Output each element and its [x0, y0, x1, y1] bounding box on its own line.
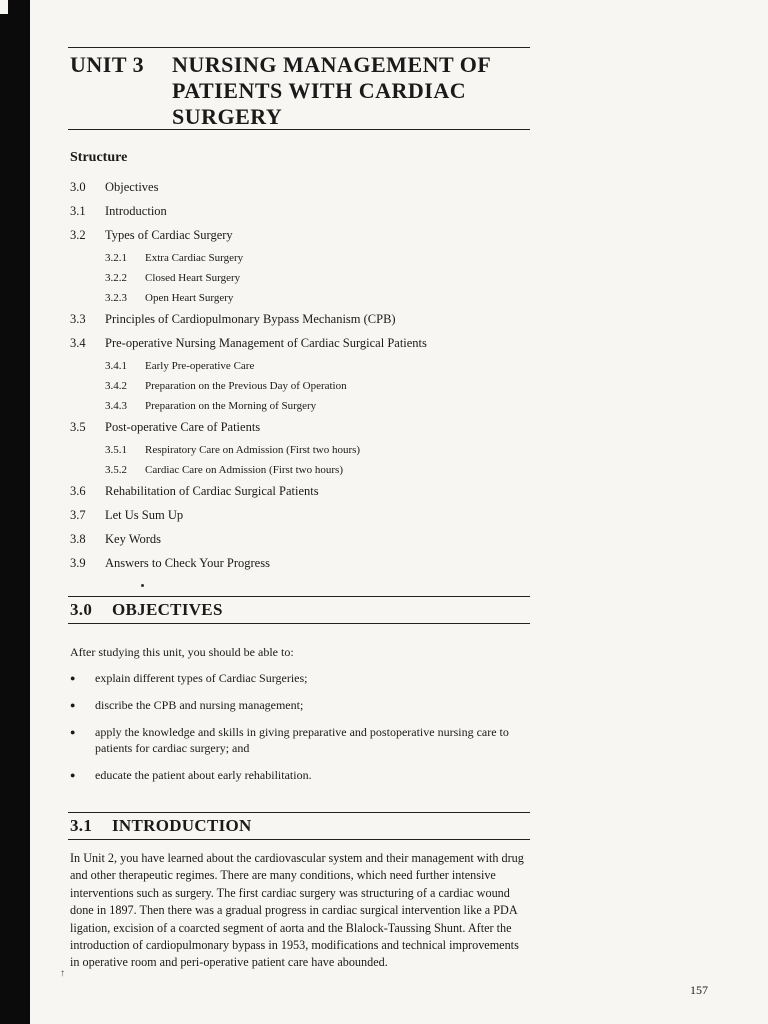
title-bottom-rule [68, 129, 530, 130]
toc-item-number: 3.5 [70, 420, 86, 434]
scan-edge-notch [0, 0, 8, 14]
toc-item-number: 3.8 [70, 532, 86, 546]
toc-item-label: Types of Cardiac Surgery [105, 228, 233, 242]
toc-item-number: 3.2 [70, 228, 86, 242]
toc-item [70, 202, 540, 226]
toc-item [70, 482, 540, 506]
toc-subitem [70, 398, 540, 418]
toc-subitem [70, 358, 540, 378]
stray-dot [141, 584, 144, 587]
toc-item-label: Principles of Cardiopulmonary Bypass Mechanism (CPB) [105, 312, 396, 326]
toc-subitem-label: Preparation on the Previous Day of Operation [145, 380, 347, 392]
toc-subitem-number: 3.4.1 [105, 360, 127, 372]
margin-mark: ↑ [60, 968, 65, 979]
toc-subitem-label: Closed Heart Surgery [145, 272, 241, 284]
toc-subitem-label: Respiratory Care on Admission (First two hours) [145, 444, 361, 456]
structure-heading: Structure [70, 150, 128, 165]
toc-subitem [70, 250, 540, 270]
toc-item-label: Answers to Check Your Progress [105, 556, 270, 570]
objectives-heading-label: OBJECTIVES [112, 600, 223, 619]
toc-item-number: 3.3 [70, 312, 86, 326]
objective-bullet: ● educate the patient about early rehabilitation. [70, 767, 530, 783]
toc-subitem-label: Early Pre-operative Care [145, 360, 255, 372]
toc-item [70, 530, 540, 554]
objectives-list [70, 670, 530, 794]
toc-subitem-number: 3.5.2 [105, 464, 127, 476]
toc-item-label: Introduction [105, 204, 167, 218]
unit-title: NURSING MANAGEMENT OF PATIENTS WITH CARDIAC SURGERY [172, 52, 491, 129]
objectives-heading [70, 600, 223, 620]
objectives-intro: After studying this unit, you should be able to: [70, 645, 294, 659]
toc-item-number: 3.9 [70, 556, 86, 570]
toc-subitem [70, 378, 540, 398]
unit-number: UNIT 3 [70, 52, 145, 77]
toc-item-label: Pre-operative Nursing Management of Cardiac Surgical Patients [105, 336, 427, 350]
toc-subitem-number: 3.4.3 [105, 400, 127, 412]
objectives-bottom-rule [68, 623, 530, 624]
introduction-heading [70, 816, 252, 836]
toc-subitem [70, 270, 540, 290]
toc-item [70, 334, 540, 358]
page-number: 157 [690, 983, 708, 997]
objectives-top-rule [68, 596, 530, 597]
toc-subitem-number: 3.2.1 [105, 252, 127, 264]
toc-item [70, 418, 540, 442]
toc-item-number: 3.1 [70, 204, 86, 218]
toc-item [70, 506, 540, 530]
toc-item-label: Let Us Sum Up [105, 508, 184, 522]
toc-item-label: Objectives [105, 180, 159, 194]
toc-subitem-number: 3.4.2 [105, 380, 127, 392]
toc-item-number: 3.4 [70, 336, 86, 350]
toc-item-label: Rehabilitation of Cardiac Surgical Patients [105, 484, 319, 498]
introduction-bottom-rule [68, 839, 530, 840]
toc-item [70, 554, 540, 578]
toc-subitem-number: 3.2.2 [105, 272, 127, 284]
introduction-top-rule [68, 812, 530, 813]
table-of-contents [70, 178, 540, 578]
introduction-paragraph: In Unit 2, you have learned about the cardiovascular system and their management with drug and other therapeutic regimes. There are many conditions, which need further intensive interventions such as surgery. The first cardiac surgery was structuring of a cardiac wound done in 1897. Then there was a gradual progress in cardiac surgical intervention like a PDA ligation, excision of a coarcted segment of aorta and the Blalock-Taussing Shunt. After the introduction of cardiopulmonary bypass in 1953, modifications and technical improvements in operative room and peri-operative patient care have abounded. [70, 851, 524, 970]
objective-bullet: ● apply the knowledge and skills in giving preparative and postoperative nursing care to patients for cardiac surgery; and [70, 724, 530, 756]
toc-subitem-number: 3.2.3 [105, 292, 127, 304]
scan-dark-edge [0, 0, 30, 1024]
toc-subitem-label: Preparation on the Morning of Surgery [145, 400, 317, 412]
toc-item [70, 310, 540, 334]
objectives-heading-number: 3.0 [70, 600, 93, 619]
toc-subitem [70, 290, 540, 310]
toc-subitem-number: 3.5.1 [105, 444, 127, 456]
toc-item-number: 3.6 [70, 484, 86, 498]
toc-item-label: Key Words [105, 532, 162, 546]
toc-item [70, 178, 540, 202]
top-rule [68, 47, 530, 48]
introduction-heading-label: INTRODUCTION [112, 816, 252, 835]
toc-item-number: 3.0 [70, 180, 86, 194]
toc-item [70, 226, 540, 250]
toc-item-number: 3.7 [70, 508, 86, 522]
toc-subitem [70, 462, 540, 482]
toc-subitem-label: Extra Cardiac Surgery [145, 252, 244, 264]
objective-bullet: ● discribe the CPB and nursing management; [70, 697, 530, 713]
toc-subitem [70, 442, 540, 462]
toc-subitem-label: Cardiac Care on Admission (First two hours) [145, 464, 343, 476]
toc-item-label: Post-operative Care of Patients [105, 420, 261, 434]
objective-bullet: ● explain different types of Cardiac Surgeries; [70, 670, 530, 686]
toc-subitem-label: Open Heart Surgery [145, 292, 234, 304]
introduction-heading-number: 3.1 [70, 816, 93, 835]
